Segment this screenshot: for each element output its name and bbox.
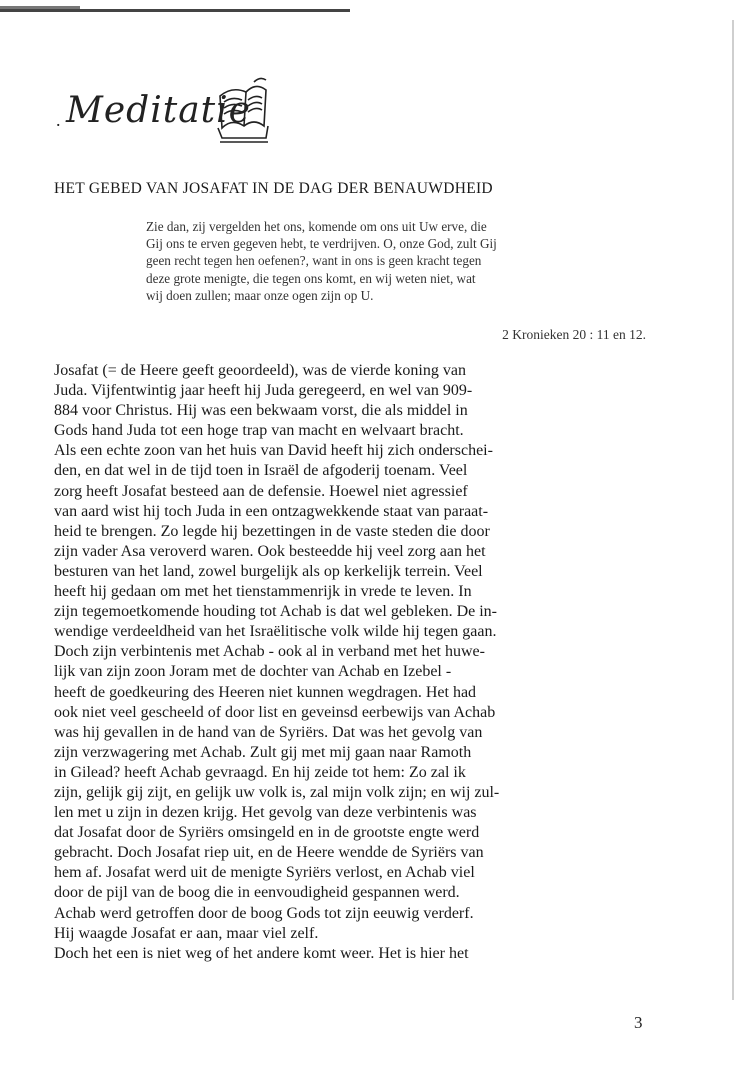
body-line: Juda. Vijfentwintig jaar heeft hij Juda geregeerd, en wel van 909- (54, 382, 473, 400)
body-line: lijk van zijn zoon Joram met de dochter van Achab en Izebel - (54, 663, 452, 681)
body-line: zorg heeft Josafat besteed aan de defensie. Hoewel niet agressief (54, 482, 468, 500)
body-text (54, 361, 652, 964)
body-line: Doch zijn verbintenis met Achab - ook al in verband met het huwe- (54, 643, 485, 661)
body-line: heeft hij gedaan om met het tienstammenrijk in vrede te leven. In (54, 583, 472, 601)
body-line: door de pijl van de boog die in eenvoudigheid gespannen werd. (54, 884, 460, 902)
top-edge-rule (0, 9, 350, 12)
body-line: heeft de goedkeuring des Heeren niet kunnen wegdragen. Het had (54, 683, 477, 701)
body-line: gebracht. Doch Josafat riep uit, en de Heere wendde de Syriërs van (54, 844, 484, 862)
body-line: dat Josafat door de Syriërs omsingeld en in de grootste engte werd (54, 824, 480, 842)
body-line: heid te brengen. Zo legde hij bezettingen in de vaste steden die door (54, 522, 490, 540)
body-line: den, en dat wel in de tijd toen in Israël de afgoderij toenam. Veel (54, 462, 468, 480)
open-book-icon (214, 76, 270, 155)
page-number: 3 (634, 1013, 643, 1032)
quote-line: deze grote menigte, die tegen ons komt, en wij weten niet, wat (146, 270, 476, 286)
quote-line: Zie dan, zij vergelden het ons, komende om ons uit Uw erve, die (146, 219, 487, 234)
body-line: zijn vader Asa veroverd waren. Ook besteedde hij veel zorg aan het (54, 542, 486, 560)
quote-line: geen recht tegen hen oefenen?, want in ons is geen kracht tegen (146, 253, 482, 269)
body-line: Gods hand Juda tot een hoge trap van macht en welvaart bracht. (54, 422, 464, 440)
body-line: hem af. Josafat werd uit de menigte Syriërs verlost, en Achab viel (54, 864, 475, 882)
body-line: Achab werd getroffen door de boog Gods tot zijn eeuwig verderf. (54, 904, 474, 922)
body-line: zijn, gelijk gij zijt, en gelijk uw volk is, zal mijn volk zijn; en wij zul- (54, 783, 500, 801)
body-line: Josafat (= de Heere geeft geoordeeld), was de vierde koning van (54, 362, 466, 379)
body-line: zijn verzwagering met Achab. Zult gij met mij gaan naar Ramoth (54, 743, 472, 761)
body-line: wendige verdeeldheid van het Israëlitische volk wilde hij tegen gaan. (54, 623, 497, 641)
body-line: len met u zijn in dezen krijg. Het gevolg van deze verbintenis was (54, 804, 477, 822)
scripture-citation: 2 Kronieken 20 : 11 en 12. (502, 327, 646, 342)
body-line: Doch het een is niet weg of het andere komt weer. Het is hier het (54, 944, 469, 962)
body-line: Als een echte zoon van het huis van David heeft hij zich onderschei- (54, 442, 493, 460)
meditatie-header (52, 62, 282, 162)
body-line: zijn tegemoetkomende houding tot Achab is dat wel gebleken. De in- (54, 603, 497, 621)
body-line: ook niet veel gescheeld of door list en geveinsd eerbewijs van Achab (54, 703, 496, 721)
quote-line: wij doen zullen; maar onze ogen zijn op U. (146, 287, 374, 303)
header-word: Meditatie (66, 90, 251, 131)
body-line: besturen van het land, zowel burgelijk als op kerkelijk terrein. Veel (54, 562, 483, 580)
right-edge-shadow (732, 20, 734, 1000)
body-line: was hij gevallen in de hand van de Syriërs. Dat was het gevolg van (54, 723, 483, 741)
body-line: in Gilead? heeft Achab gevraagd. En hij zeide tot hem: Zo zal ik (54, 763, 466, 781)
body-line: Hij waagde Josafat er aan, maar viel zelf. (54, 924, 319, 942)
page-title: HET GEBED VAN JOSAFAT IN DE DAG DER BENAUWDHEID (54, 180, 493, 197)
body-line: 884 voor Christus. Hij was een bekwaam vorst, die als middel in (54, 402, 468, 420)
header-dot: . (56, 110, 61, 130)
body-line: van aard wist hij toch Juda in een ontzagwekkende staat van paraat- (54, 502, 489, 520)
quote-line: Gij ons te erven gegeven hebt, te verdrijven. O, onze God, zult Gij (146, 236, 497, 252)
scripture-quote (146, 218, 656, 304)
